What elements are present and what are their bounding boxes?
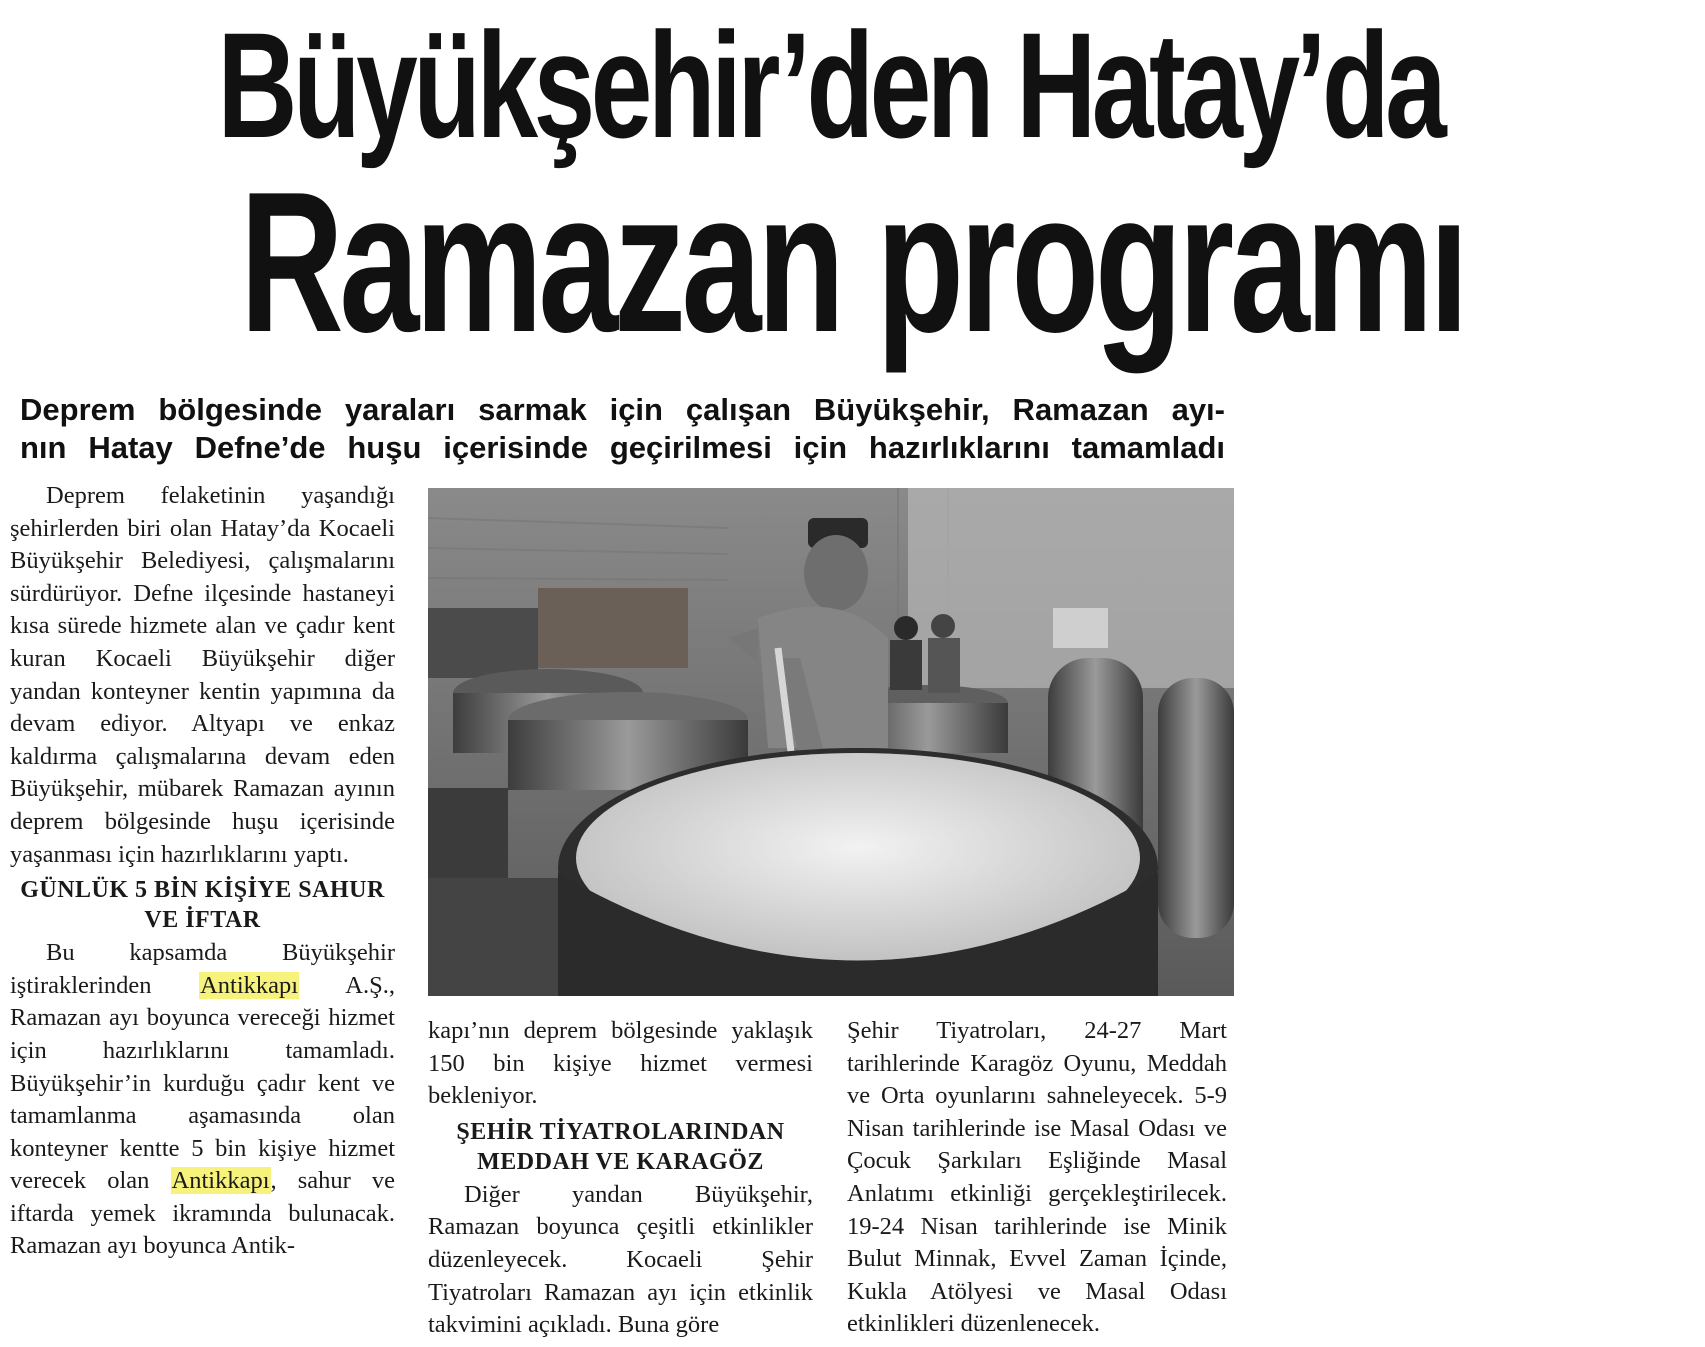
- section-heading-sahur-iftar: GÜNLÜK 5 BİN KİŞİYE SAHUR VE İFTAR: [20, 877, 385, 934]
- highlighted-term: Antikkapı: [171, 1167, 270, 1195]
- paragraph-antikkapi: Bu kapsamda Büyükşehir iştiraklerinden Antikkapı A.Ş., Ramazan ayı boyunca vereceği hizmet için hazırlıklarını tamamladı. Büyükşehir’in kurduğu çadır kent ve tamamlanma aşamasında olan konteyner kentte 5 bin kişiye hizmet verecek olan Antikkapı, sahur ve iftarda yemek ikramında bulunacak. Ramazan ayı boyunca Antik-: [10, 939, 396, 1260]
- headline-line-2-text: Ramazan programı: [239, 151, 1465, 374]
- paragraph-theatre-schedule: Şehir Tiyatroları, 24-27 Mart tarihlerinde Karagöz Oyunu, Meddah ve Orta oyunlarını sahneleyecek. 5-9 Nisan tarihlerinde ise Masal Odası ve Çocuk Şarkıları Eşliğinde Masal Anlatımı etkinliği gerçekleştirilecek. 19-24 Nisan tarihlerinde ise Minik Bulut Minnak, Evvel Zaman İçinde, Kukla Atölyesi ve Masal Odası etkinlikleri düzenlenecek.: [847, 1017, 1227, 1338]
- paragraph-events: Diğer yandan Büyükşehir, Ramazan boyunca çeşitli etkinlikler düzenleyecek. Kocaeli Şehir Tiyatroları Ramazan ayı için etkinlik takvimini açıkladı. Buna göre: [428, 1180, 813, 1339]
- headline-line-1-text: Büyükşehir’den Hatay’da: [217, 1, 1443, 169]
- section-heading-meddah-karagoz: ŞEHİR TİYATROLARINDAN MEDDAH VE KARAGÖZ: [456, 1118, 785, 1175]
- subheadline-line-1: Deprem bölgesinde yaraları sarmak için çalışan Büyükşehir, Ramazan ayı-: [20, 392, 1225, 427]
- highlighted-term: Antikkapı: [200, 971, 299, 999]
- subheadline-line-2: nın Hatay Defne’de huşu içerisinde geçirilmesi için hazırlıklarını tamamladı: [20, 430, 1225, 465]
- paragraph-intro: Deprem felaketinin yaşandığı şehirlerden biri olan Hatay’da Kocaeli Büyükşehir Belediyesi, çalışmalarını sürdürüyor. Defne ilçesinde hastaneyi kısa sürede hizmete alan ve çadır kent kuran Kocaeli Büyükşehir diğer yandan konteyner kentin yapımına da devam ediyor. Altyapı ve enkaz kaldırma çalışmalarına devam eden Büyükşehir, mübarek Ramazan ayının deprem bölgesinde huşu içerisinde yaşanması için hazırlıklarını yaptı.: [10, 482, 395, 868]
- headline-line-1: [0, 1, 1443, 169]
- article-column-3: [847, 1015, 1227, 1341]
- news-photo-cook-stirring-pot: [428, 488, 1234, 996]
- photo-illustration: [428, 488, 1234, 996]
- article-column-1: [10, 480, 395, 1263]
- paragraph-antikkapi-continued: kapı’nın deprem bölgesinde yaklaşık 150 bin kişiye hizmet vermesi bekleniyor.: [428, 1017, 813, 1110]
- headline-line-2: [0, 151, 1465, 374]
- article-column-2: [428, 1015, 813, 1342]
